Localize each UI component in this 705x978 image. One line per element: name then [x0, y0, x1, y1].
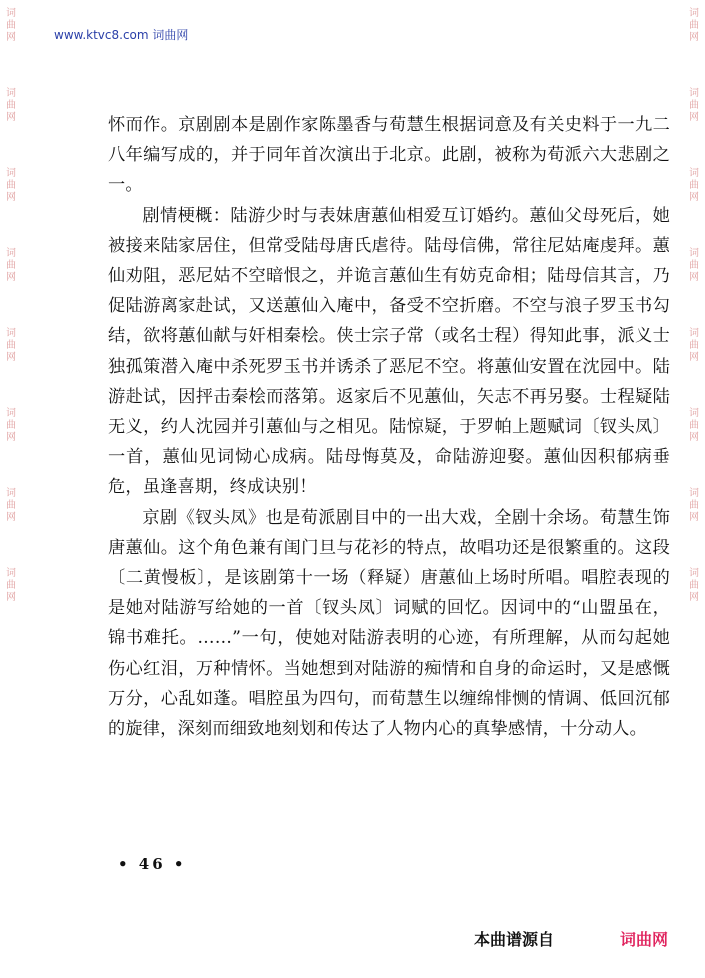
- watermark-char: 曲: [689, 260, 699, 271]
- watermark-char: 曲: [689, 420, 699, 431]
- watermark-char: 曲: [689, 580, 699, 591]
- watermark-char: 网: [689, 272, 699, 283]
- paragraph-3: 京剧《钗头凤》也是荀派剧目中的一出大戏，全剧十余场。荀慧生饰唐蕙仙。这个角色兼有闺门旦与花衫的特点，故唱功还是很繁重的。这段〔二黄慢板〕，是该剧第十一场（释疑）唐蕙仙上场时所唱。唱腔表现的是她对陆游写给她的一首〔钗头凤〕词赋的回忆。因词中的“山盟虽在，锦书难托。……”一句，使她对陆游表明的心迹，有所理解，从而勾起她伤心红泪，万种情怀。当她想到对陆游的痴情和自身的命运时，又是感慨万分，心乱如蓬。唱腔虽为四句，而荀慧生以缠绵悱恻的情调、低回沉郁的旋律，深刻而细致地刻划和传达了人物内心的真挚感情，十分动人。: [108, 507, 670, 740]
- watermark-char: 曲: [6, 100, 16, 111]
- watermark-group: [6, 328, 16, 364]
- watermark-char: 曲: [689, 340, 699, 351]
- watermark-group: [6, 8, 16, 44]
- right-watermark-strip: [683, 0, 705, 978]
- watermark-char: 网: [689, 192, 699, 203]
- watermark-char: 曲: [6, 500, 16, 511]
- watermark-char: 词: [6, 568, 16, 579]
- watermark-group: [689, 168, 699, 204]
- watermark-char: 网: [6, 432, 16, 443]
- document-body: [108, 110, 670, 744]
- watermark-char: 网: [6, 592, 16, 603]
- watermark-group: [6, 248, 16, 284]
- watermark-char: 词: [6, 88, 16, 99]
- watermark-char: 曲: [689, 180, 699, 191]
- source-site-link[interactable]: 词曲网: [620, 930, 669, 949]
- site-link[interactable]: www.ktvc8.com 词曲网: [54, 28, 189, 42]
- watermark-char: 词: [6, 168, 16, 179]
- watermark-group: [6, 168, 16, 204]
- watermark-group: [689, 88, 699, 124]
- watermark-group: [689, 328, 699, 364]
- watermark-char: 词: [6, 408, 16, 419]
- watermark-char: 曲: [689, 500, 699, 511]
- watermark-char: 词: [689, 8, 699, 19]
- watermark-char: 网: [6, 352, 16, 363]
- watermark-char: 词: [689, 88, 699, 99]
- watermark-char: 曲: [689, 20, 699, 31]
- watermark-group: [689, 568, 699, 604]
- watermark-char: 词: [689, 168, 699, 179]
- watermark-char: 词: [6, 8, 16, 19]
- watermark-char: 网: [689, 432, 699, 443]
- watermark-char: 网: [6, 192, 16, 203]
- watermark-char: 曲: [6, 260, 16, 271]
- watermark-char: 词: [6, 488, 16, 499]
- watermark-char: 网: [689, 592, 699, 603]
- watermark-group: [689, 8, 699, 44]
- watermark-char: 网: [6, 32, 16, 43]
- watermark-char: 网: [689, 352, 699, 363]
- watermark-char: 词: [689, 568, 699, 579]
- watermark-char: 词: [689, 488, 699, 499]
- paragraph-2: 剧情梗概：陆游少时与表妹唐蕙仙相爱互订婚约。蕙仙父母死后，她被接来陆家居住，但常受陆母唐氏虐待。陆母信佛，常往尼姑庵虔拜。蕙仙劝阻，恶尼姑不空暗恨之，并诡言蕙仙生有妨克命相；陆母信其言，乃促陆游离家赴试，又送蕙仙入庵中，备受不空折磨。不空与浪子罗玉书勾结，欲将蕙仙献与奸相秦桧。侠士宗子常（或名士程）得知此事，派义士独孤策潜入庵中杀死罗玉书并诱杀了恶尼不空。将蕙仙安置在沈园中。陆游赴试，因抨击秦桧而落第。返家后不见蕙仙，矢志不再另娶。士程疑陆无义，约人沈园并引蕙仙与之相见。陆惊疑，于罗帕上题赋词〔钗头凤〕一首，蕙仙见词恸心成病。陆母悔莫及，命陆游迎娶。蕙仙因积郁病垂危，虽逢喜期，终成诀别！: [108, 205, 670, 498]
- watermark-group: [6, 88, 16, 124]
- watermark-char: 曲: [6, 20, 16, 31]
- watermark-char: 网: [6, 272, 16, 283]
- watermark-char: 词: [689, 408, 699, 419]
- watermark-char: 词: [6, 328, 16, 339]
- watermark-char: 网: [689, 512, 699, 523]
- paragraph-1: 怀而作。京剧剧本是剧作家陈墨香与荀慧生根据词意及有关史料于一九二八年编写成的，并于同年首次演出于北京。此剧，被称为荀派六大悲剧之一。: [108, 115, 670, 196]
- watermark-char: 词: [689, 248, 699, 259]
- watermark-char: 曲: [6, 420, 16, 431]
- page-number: • 46 •: [118, 855, 187, 873]
- watermark-group: [689, 408, 699, 444]
- watermark-group: [6, 408, 16, 444]
- watermark-group: [689, 488, 699, 524]
- watermark-group: [6, 488, 16, 524]
- source-label: 本曲谱源自: [474, 930, 555, 949]
- left-watermark-strip: [0, 0, 22, 978]
- watermark-char: 词: [6, 248, 16, 259]
- watermark-char: 曲: [6, 580, 16, 591]
- watermark-char: 网: [689, 32, 699, 43]
- watermark-char: 曲: [6, 340, 16, 351]
- watermark-char: 曲: [689, 100, 699, 111]
- watermark-group: [6, 568, 16, 604]
- watermark-char: 网: [689, 112, 699, 123]
- watermark-char: 网: [6, 112, 16, 123]
- watermark-char: 曲: [6, 180, 16, 191]
- watermark-char: 词: [689, 328, 699, 339]
- watermark-group: [689, 248, 699, 284]
- watermark-char: 网: [6, 512, 16, 523]
